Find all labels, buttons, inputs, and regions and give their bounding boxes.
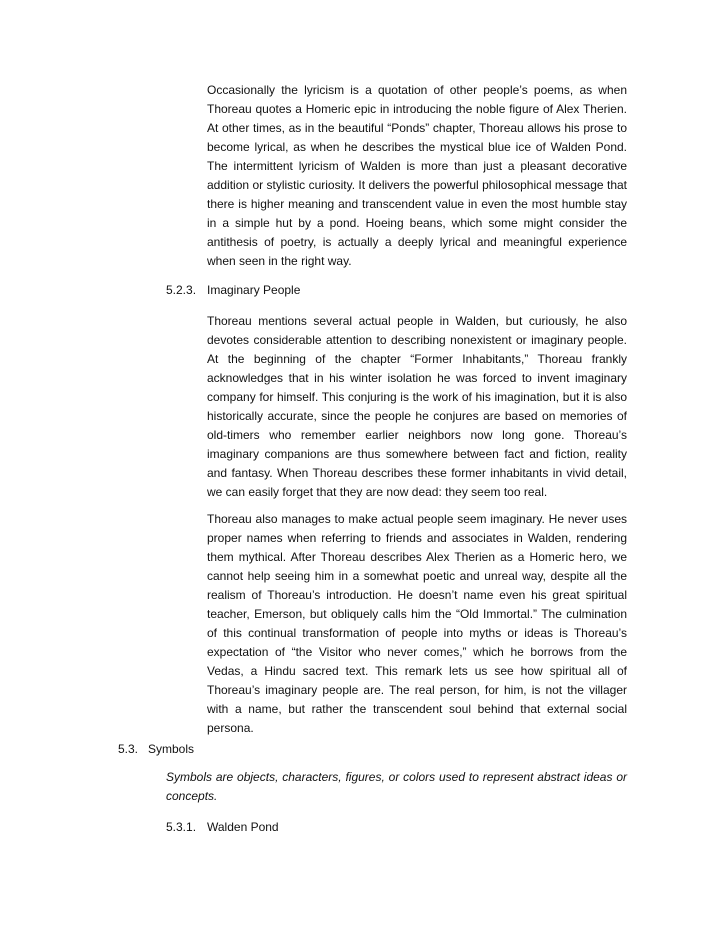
section-number: 5.3. [118, 742, 139, 756]
section-number: 5.3.1. [166, 820, 197, 834]
paragraph-imaginary-people-1: Thoreau mentions several actual people in Walden, but curiously, he also devotes considerable attention to describing nonexistent or imaginary people. At the beginning of the chapter “Former Inhabitants,” Thoreau frankly acknowledges that in his winter isolation he was forced to invent imaginary company for himself. This conjuring is the work of his imagination, but it is also historically accurate, since the people he conjures are based on memories of old-timers who remember earlier neighbors now long gone. Thoreau’s imaginary companions are thus somewhere between fact and fiction, reality and fantasy. When Thoreau describes these former inhabitants in vivid detail, we can easily forget that they are now dead: they seem too real. [207, 314, 627, 499]
paragraph-symbols-definition: Symbols are objects, characters, figures, or colors used to represent abstract ideas or concepts. [166, 770, 627, 803]
section-title: Walden Pond [207, 820, 279, 834]
section-heading-imaginary-people [166, 281, 300, 300]
paragraph-lyricism: Occasionally the lyricism is a quotation of other people’s poems, as when Thoreau quotes a Homeric epic in introducing the noble figure of Alex Therien. At other times, as in the beautiful “Ponds” chapter, Thoreau allows his prose to become lyrical, as when he describes the mystical blue ice of Walden Pond. The intermittent lyricism of Walden is more than just a pleasant decorative addition or stylistic curiosity. It delivers the powerful philosophical message that there is higher meaning and transcendent value in even the most humble stay in a simple hut by a pond. Hoeing beans, which some might consider the antithesis of poetry, is actually a deeply lyrical and meaningful experience when seen in the right way. [207, 83, 627, 268]
paragraph-imaginary-people-2: Thoreau also manages to make actual people seem imaginary. He never uses proper names when referring to friends and associates in Walden, rendering them mythical. After Thoreau describes Alex Therien as a Homeric hero, we cannot help seeing him in a somewhat poetic and unreal way, despite all the realism of Thoreau’s introduction. He doesn’t name even his great spiritual teacher, Emerson, but obliquely calls him the “Old Immortal.” The culmination of this continual transformation of people into myths or ideas is Thoreau’s expectation of “the Visitor who never comes,” which he borrows from the Vedas, a Hindu sacred text. This remark lets us see how spiritual all of Thoreau’s imaginary people are. The real person, for him, is not the villager with a name, but rather the transcendent soul behind that external social persona. [207, 512, 627, 735]
section-title: Imaginary People [207, 283, 301, 297]
section-number: 5.2.3. [166, 283, 197, 297]
section-title: Symbols [148, 742, 195, 756]
section-heading-walden-pond [166, 818, 279, 837]
section-heading-symbols [118, 740, 194, 759]
